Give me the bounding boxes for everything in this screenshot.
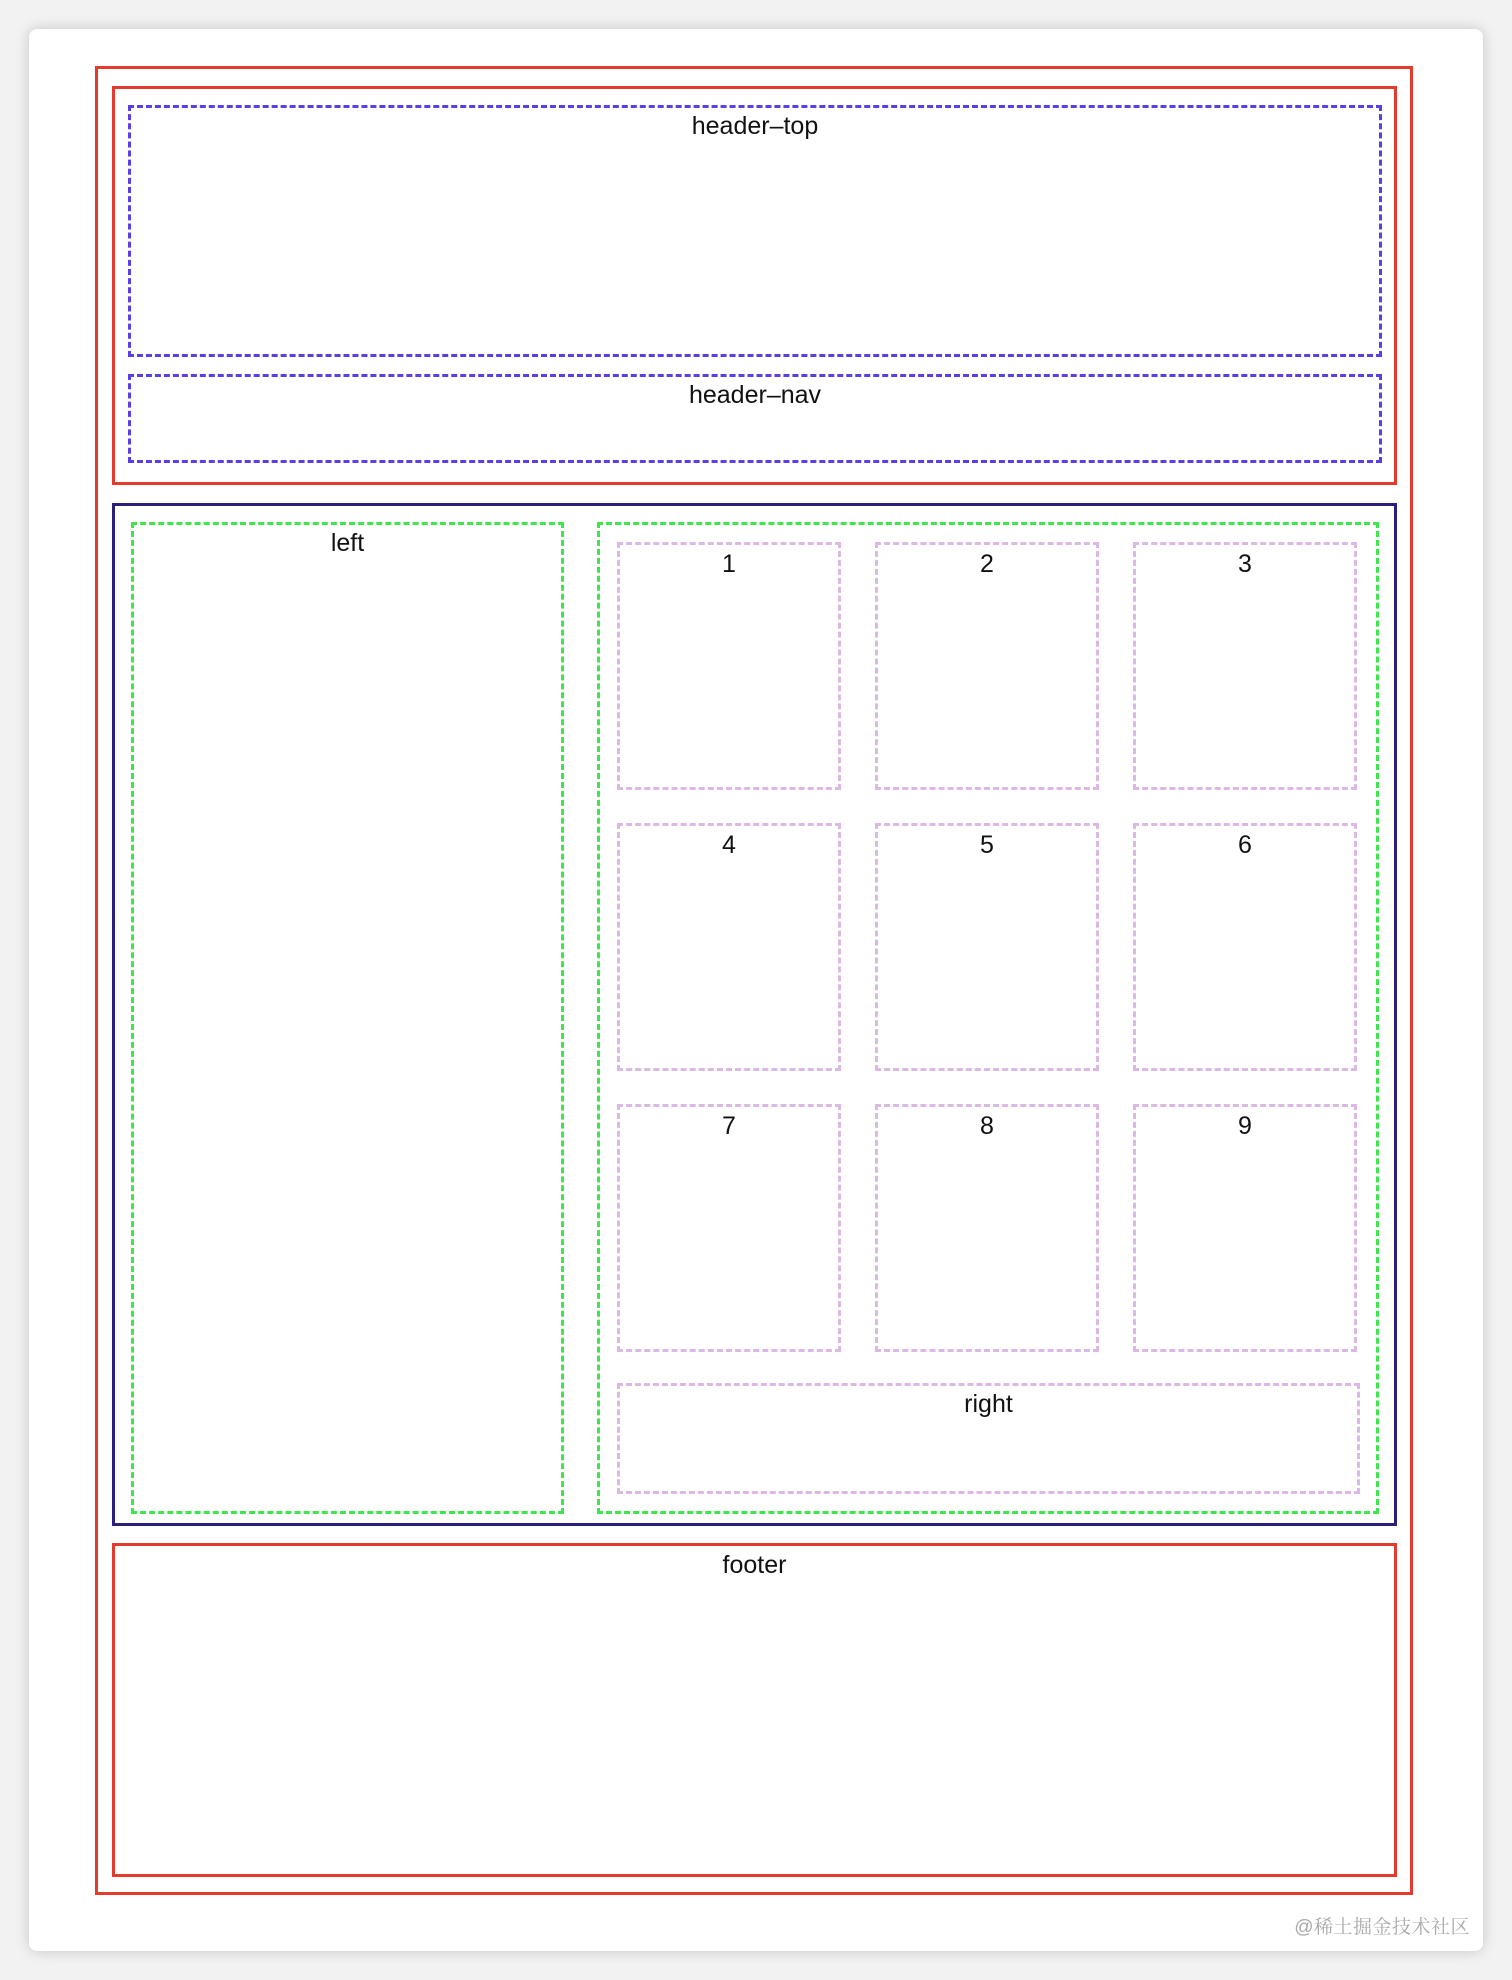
grid-cell-label: 4 xyxy=(722,831,736,859)
grid-cell-label: 9 xyxy=(1238,1112,1252,1140)
grid-cell xyxy=(617,1104,841,1352)
right-label: right xyxy=(964,1390,1013,1418)
footer xyxy=(112,1543,1397,1877)
grid-cell-label: 6 xyxy=(1238,831,1252,859)
grid-cell-label: 2 xyxy=(980,550,994,578)
header-top-label: header–top xyxy=(691,112,819,140)
grid-cell xyxy=(1133,1104,1357,1352)
left-column xyxy=(131,522,564,1514)
grid-cell xyxy=(617,823,841,1071)
right-bar xyxy=(617,1383,1360,1494)
grid-cell-label: 3 xyxy=(1238,550,1252,578)
grid-cell-label: 5 xyxy=(980,831,994,859)
grid-cell xyxy=(875,542,1099,790)
header-top xyxy=(128,105,1382,357)
header-nav-label: header–nav xyxy=(688,381,822,409)
grid-cell xyxy=(617,542,841,790)
grid-cell xyxy=(875,823,1099,1071)
grid-cell-label: 8 xyxy=(980,1112,994,1140)
watermark: @稀土掘金技术社区 xyxy=(1294,1917,1470,1938)
left-label: left xyxy=(330,529,365,557)
header-nav xyxy=(128,374,1382,463)
footer-label: footer xyxy=(722,1551,787,1579)
grid-cell xyxy=(1133,823,1357,1071)
grid-cell xyxy=(875,1104,1099,1352)
grid-cell-label: 7 xyxy=(722,1112,736,1140)
grid-cell xyxy=(1133,542,1357,790)
grid-cell-label: 1 xyxy=(722,550,736,578)
